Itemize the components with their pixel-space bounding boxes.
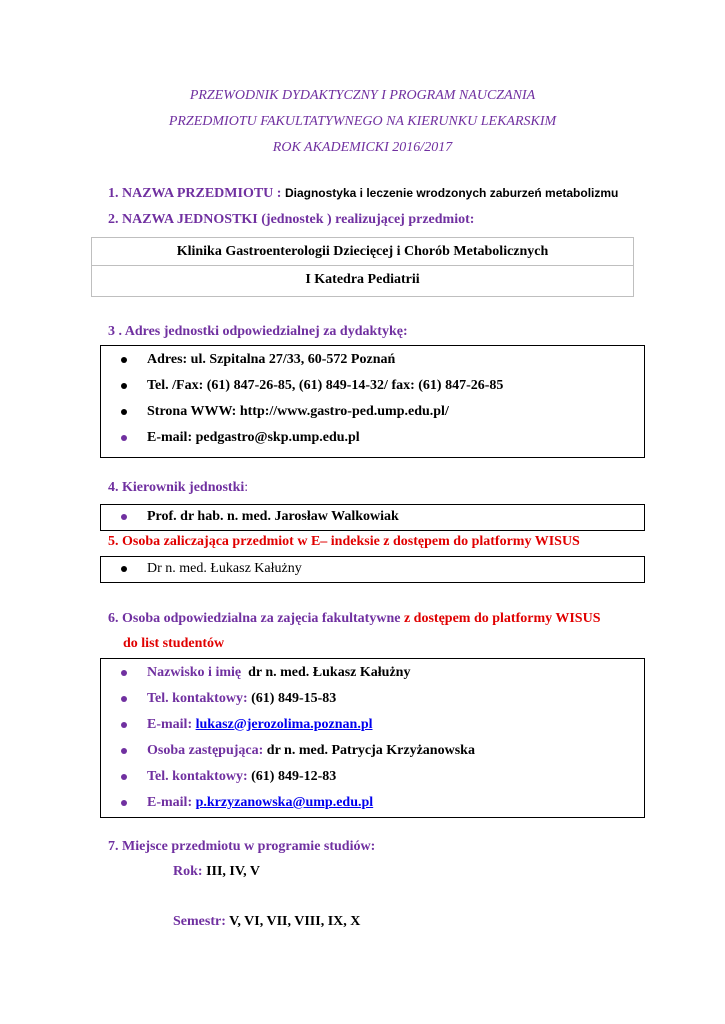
bullet-icon [121, 722, 127, 728]
semester-row: Semestr: V, VI, VII, VIII, IX, X [173, 914, 361, 929]
section-6-label: 6. Osoba odpowiedzialna za zajęcia fakultatywne z dostępem do platformy WISUS [108, 611, 601, 626]
unit-divider [92, 265, 633, 266]
bullet-icon [121, 696, 127, 702]
section-6-label-cont: do list studentów [123, 636, 225, 651]
unit-name: Klinika Gastroenterologii Dziecięcej i Chorób Metabolicznych [176, 244, 549, 259]
bullet-icon [121, 514, 127, 520]
bullet-icon [121, 383, 127, 389]
section-7-label: 7. Miejsce przedmiotu w programie studiów: [108, 839, 376, 854]
head-box: Prof. dr hab. n. med. Jarosław Walkowiak [100, 504, 645, 531]
doc-title-line-3: ROK AKADEMICKI 2016/2017 [272, 140, 453, 155]
unit-box [91, 237, 634, 297]
section-1 [108, 186, 618, 202]
bullet-icon [121, 435, 127, 441]
doc-title-line-1: PRZEWODNIK DYDAKTYCZNY I PROGRAM NAUCZANIA [189, 88, 536, 103]
bullet-icon [121, 800, 127, 806]
section-3-label: 3 . Adres jednostki odpowiedzialnej za dydaktykę: [108, 324, 408, 339]
section-4-label: 4. Kierownik jednostki: [108, 480, 249, 495]
bullet-icon [121, 774, 127, 780]
grader-box: Dr n. med. Łukasz Kałużny [100, 556, 645, 583]
section-5-label: 5. Osoba zaliczająca przedmiot w E– indeksie z dostępem do platformy WISUS [108, 534, 580, 549]
email-link[interactable]: lukasz@jerozolima.poznan.pl [195, 717, 373, 732]
email-link[interactable]: p.krzyzanowska@ump.edu.pl [195, 795, 374, 810]
section-2-label: 2. NAZWA JEDNOSTKI (jednostek ) realizującej przedmiot: [108, 212, 475, 227]
address-box: Adres: ul. Szpitalna 27/33, 60-572 Poznań Tel. /Fax: (61) 847-26-85, (61) 849-14-32/ fax: (61) 847-26-85 Strona WWW: http://www.gastro-ped.ump.edu.pl/ E-mail: pedgastro@skp.ump.edu.pl [100, 345, 645, 458]
unit-department: I Katedra Pediatrii [305, 272, 420, 287]
bullet-icon [121, 409, 127, 415]
bullet-icon [121, 357, 127, 363]
bullet-icon [121, 748, 127, 754]
doc-title-line-2: PRZEDMIOTU FAKULTATYWNEGO NA KIERUNKU LEKARSKIM [168, 114, 557, 129]
year-row: Rok: III, IV, V [173, 864, 261, 879]
section-1-label: 1. NAZWA PRZEDMIOTU : [108, 186, 282, 201]
section-1-value: Diagnostyka i leczenie wrodzonych zaburzeń metabolizmu [284, 186, 619, 200]
responsible-box: Nazwisko i imię dr n. med. Łukasz Kałużny Tel. kontaktowy: (61) 849-15-83 E-mail: lukasz@jerozolima.poznan.pl Osoba zastępująca: dr n. med. Patrycja Krzyżanowska Tel. kontaktowy: (61) 849-12-83 E-mail: p.krzyzanowska@ump.edu.pl [100, 658, 645, 818]
bullet-icon [121, 670, 127, 676]
bullet-icon [121, 566, 127, 572]
